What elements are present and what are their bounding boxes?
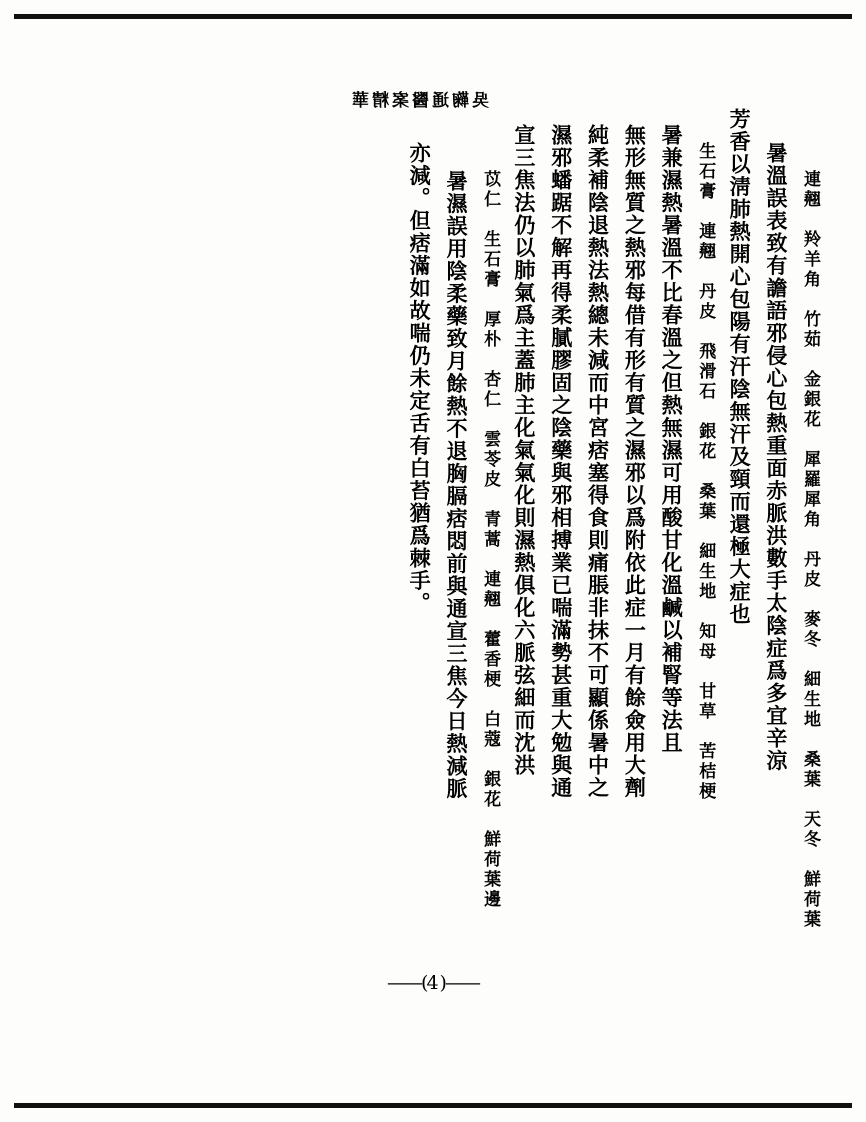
folio-suffix: )——	[439, 972, 479, 994]
vertical-text-block	[44, 108, 822, 948]
page-bottom-rule	[14, 1103, 852, 1108]
text-column: 苡仁 生石膏 厚朴 杏仁 雲苓皮 青蒿 連翹 藿香梗 白蔻 銀花 鮮荷葉邊	[480, 170, 501, 910]
page-number	[0, 972, 866, 994]
text-column: 濕邪蟠踞不解再得柔膩膠固之陰藥與邪相搏業已喘滿勢甚重大勉與通	[548, 124, 574, 799]
text-column: 生石膏 連翹 丹皮 飛滑石 銀花 桑葉 細生地 知母 甘草 苦桔梗	[695, 142, 716, 802]
text-column: 暑濕誤用陰柔藥致月餘熱不退胸膈痞悶前與通宣三焦今日熱減脈	[443, 170, 469, 800]
text-column: 無形無質之熱邪每借有形有質之濕邪以爲附依此症一月有餘僉用大劑	[622, 124, 648, 799]
text-column: 芳香以淸肺熱開心包陽有汗陰無汗及頸而還極大症也	[727, 108, 753, 626]
text-column: 亦減。但痞滿如故喘仍未定舌有白苔猶爲棘手。	[407, 142, 433, 615]
text-column: 暑兼濕熱暑溫不比春溫之但熱無濕可用酸甘化溫鹹以補腎等法且	[659, 124, 685, 754]
running-head: 吳 鞠 通 醫 案 精 華	[349, 90, 489, 111]
folio-number: 4	[426, 972, 440, 994]
text-column: 純柔補陰退熱法熱總未減而中宮痞塞得食則痛脹非抹不可顯係暑中之	[585, 124, 611, 799]
text-column: 宣三焦法仍以肺氣爲主蓋肺主化氣氣化則濕熱俱化六脈弦細而沈洪	[511, 124, 537, 777]
folio-prefix: ——(	[387, 972, 427, 994]
text-column: 暑溫誤表致有譫語邪侵心包熱重面赤脈洪數手太陰症爲多宜辛涼	[763, 142, 789, 772]
page-top-rule	[14, 14, 852, 19]
text-column: 連翹 羚羊角 竹茹 金銀花 犀羅犀角 丹皮 麥冬 細生地 桑葉 天冬 鮮荷葉	[800, 170, 820, 930]
